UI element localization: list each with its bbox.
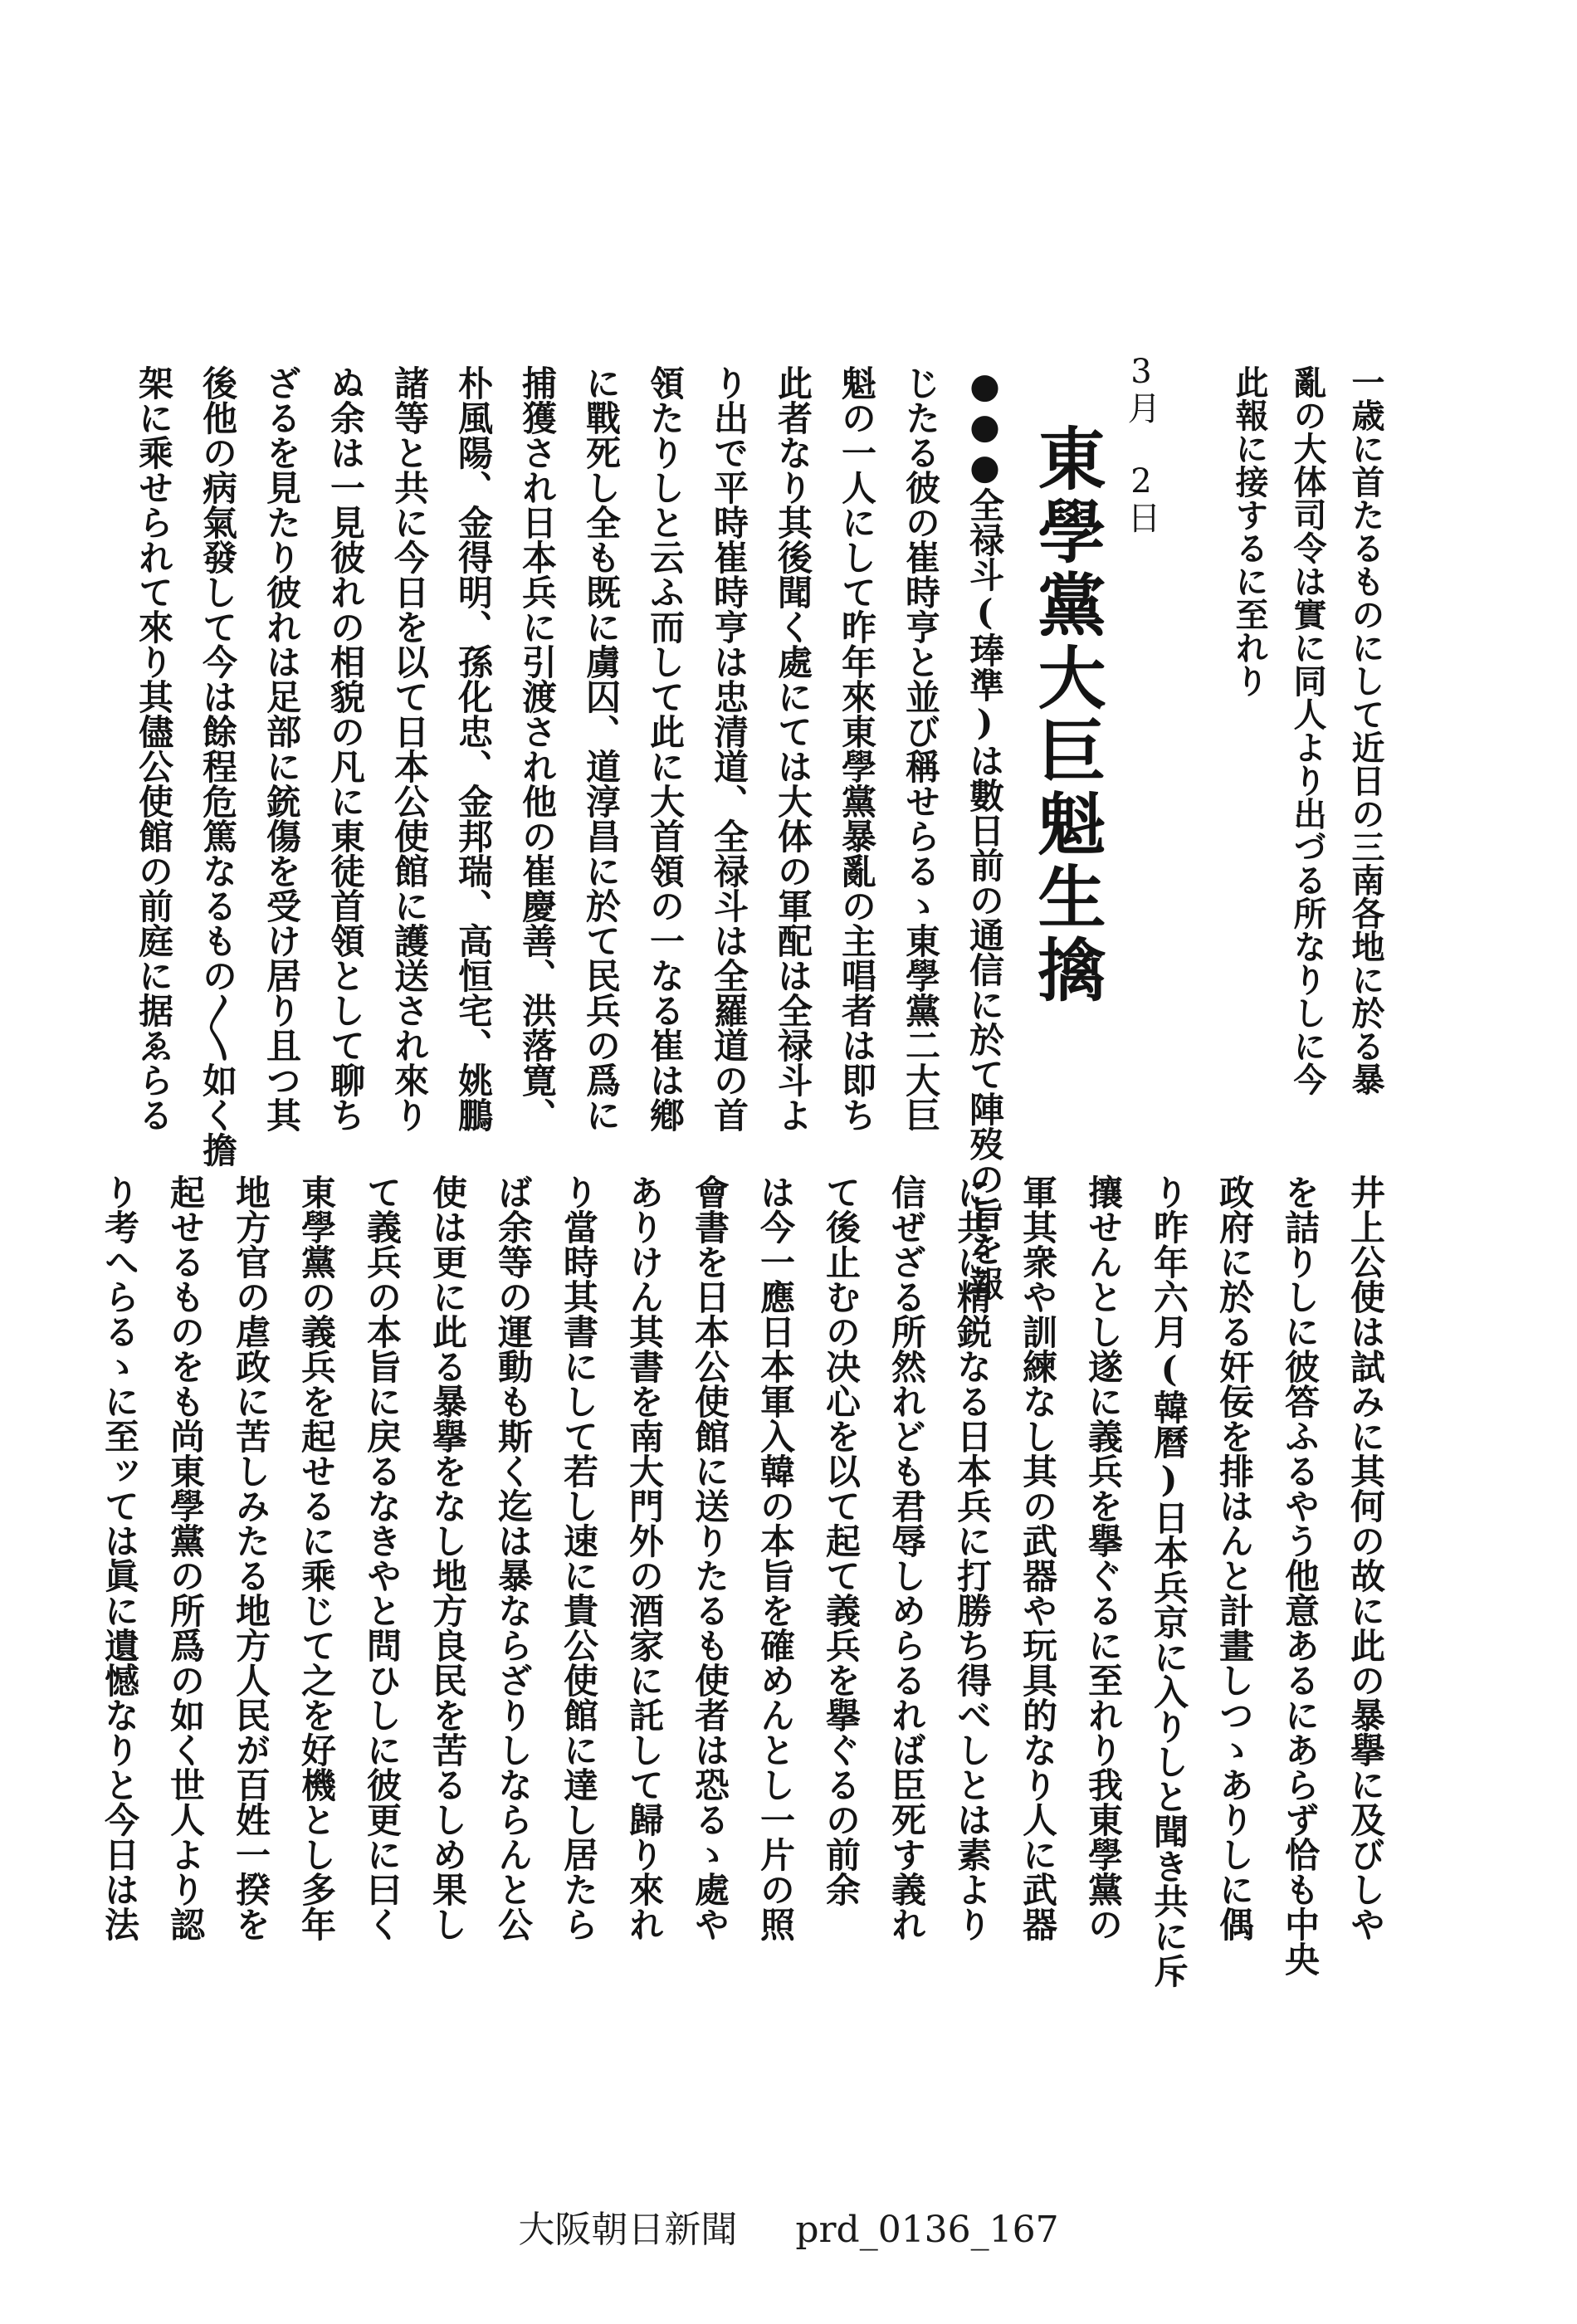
article-headline: 東學黨大巨魁生擒 — [1027, 423, 1106, 1008]
source-name: 大阪朝日新聞 — [518, 2209, 738, 2251]
article-date: 3月 2日 — [1122, 353, 1160, 534]
article-body: ●●●全禄斗(琫準)は數日前の通信に於て陣歿の旨を報 じたる彼の崔時亨と並び稱せらるゝ東學黨二大巨 魁の一人にして昨年來東學黨暴亂の主唱者は即ち 此者なり其後聞く處にては大体の軍配は全禄斗よ り出で平時崔時亨は忠清道、全禄斗は全羅道の首 領たりしと云ふ而して此に大首領の一なる崔は鄕 に戰死し全も既に虜囚、道淳昌に於て民兵の爲に 捕獲され日本兵に引渡され他の崔慶善、洪落寛、 朴風陽、金得明、孫化忠、金邦瑞、高恒宅、姚鵬 諸等と共に今日を以て日本公使館に護送され來り ぬ余は一見彼れの相貌の凡に東徒首領として聊ち ざるを見たり彼れは足部に銃傷を受け居り且つ其 後他の病氣發して今は餘程危篤なるもの〱如く擔 架に乘せられて來り其儘公使館の前庭に据ゑらる — [134, 365, 1005, 1301]
article-continuation: 井上公使は試みに其何の故に此の暴擧に及びしや を詰りしに彼答ふるやう他意あるにあらず恰も中央 政府に於る奸佞を排はんと計畫しつゝありしに偶 り昨年六月(韓曆)日本兵京に入りしと聞き共に斥 攘せんとし遂に義兵を擧ぐるに至れり我東學黨の 軍其衆や訓練なし其の武器や玩具的なり人に武器 に共に精鋭なる日本兵に打勝ち得べしとは素より 信ぜざる所然れども君辱しめらるれば臣死す義れ て後止むの决心を以て起て義兵を擧ぐるの前余 は今一應日本軍入韓の本旨を確めんとし一片の照 會書を日本公使館に送りたるも使者は恐るゝ處や ありけん其書を南大門外の酒家に託して歸り來れ り當時其書にして若し速に貴公使館に達し居たら ば余等の運動も斯く迄は暴ならざりしならんと公 使は更に此る暴擧をなし地方良民を苦るしめ果し て義兵の本旨に戻るなきやと問ひしに彼更に曰く 東學黨の義兵を起せるに乘じて之を好機とし多年 地方官の虐政に苦しみたる地方人民が百姓一揆を 起せるものをも尚東學黨の所爲の如く世人より認 り考へらるゝに至ッては眞に遺憾なりと今日は法 — [100, 1174, 1386, 1988]
page-footer — [0, 2200, 1577, 2253]
page-id: prd_0136_167 — [795, 2209, 1059, 2251]
intro-paragraph: 一歳に首たるものにして近日の三南各地に於る暴 亂の大体司令は實に同人より出づる所なりしに今 此報に接するに至れり — [1230, 365, 1385, 1096]
